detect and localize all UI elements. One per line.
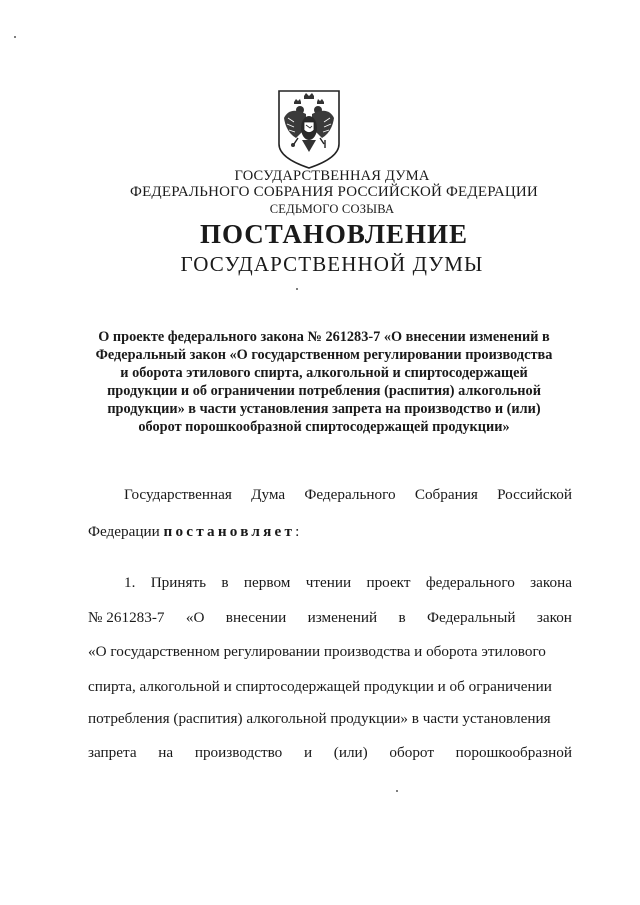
clause-1-line-6 (88, 744, 572, 762)
word: порошкообразной (455, 744, 572, 761)
word: производство (194, 744, 283, 761)
document-issuer: ГОСУДАРСТВЕННОЙ ДУМЫ (180, 252, 484, 276)
word: оборот (389, 744, 434, 761)
subject-line: продукции и об ограничении потребления (распития) алкогольной (107, 383, 541, 399)
word: федерального (425, 574, 515, 591)
word: Государственная (124, 486, 232, 503)
subject-line: оборот порошкообразной спиртосодержащей продукции» (138, 419, 510, 435)
subject-line: О проекте федерального закона № 261283-7 «О внесении изменений в (98, 329, 550, 345)
word: в (398, 609, 406, 626)
russian-coat-of-arms-icon (276, 88, 342, 170)
word: 1. (124, 574, 136, 591)
word: Принять (150, 574, 207, 591)
subject-line: продукции» в части установления запрета на производство и (или) (107, 401, 541, 417)
clause-1-line-5: потребления (распития) алкогольной продукции» в части установления (88, 710, 551, 727)
word: Федеральный (427, 609, 516, 626)
word: закона (530, 574, 572, 591)
word: Российской (497, 486, 572, 503)
document-type-title: ПОСТАНОВЛЕНИЕ (199, 219, 469, 249)
document-subject (70, 328, 578, 436)
word: № 261283-7 (88, 609, 165, 626)
word: в (221, 574, 229, 591)
word: изменений (307, 609, 378, 626)
subject-line: Федеральный закон «О государственном регулировании производства (95, 347, 553, 363)
word: (или) (333, 744, 368, 761)
clause-1-line-1 (124, 574, 572, 592)
word: запрета (88, 744, 137, 761)
org-line-1: ГОСУДАРСТВЕННАЯ ДУМА (234, 168, 430, 184)
word: проект (366, 574, 411, 591)
word: внесении (225, 609, 287, 626)
clause-1-line-4: спирта, алкогольной и спиртосодержащей продукции и об ограничении (88, 678, 552, 695)
word: Дума (251, 486, 286, 503)
subject-line: и оборота этилового спирта, алкогольной и спиртосодержащей (120, 365, 528, 381)
word: Федерации (88, 523, 160, 540)
word: Собрания (414, 486, 478, 503)
clause-1-line-3: «О государственном регулировании производства и оборота этилового (88, 643, 546, 660)
colon: : (295, 523, 300, 540)
word: чтении (305, 574, 352, 591)
scan-speck (296, 288, 298, 290)
preamble-line-1 (124, 486, 572, 504)
word: закон (536, 609, 572, 626)
preamble-line-2 (88, 523, 572, 541)
word: на (158, 744, 174, 761)
word: первом (243, 574, 291, 591)
word: и (303, 744, 313, 761)
word: «О (185, 609, 205, 626)
org-line-3: СЕДЬМОГО СОЗЫВА (269, 202, 395, 216)
scan-speck (14, 36, 16, 38)
org-line-2: ФЕДЕРАЛЬНОГО СОБРАНИЯ РОССИЙСКОЙ ФЕДЕРАЦИИ (130, 184, 538, 200)
clause-1-line-2 (88, 609, 572, 627)
word: Федерального (304, 486, 396, 503)
resolves-verb: постановляет (163, 523, 296, 540)
scan-speck (396, 790, 398, 792)
